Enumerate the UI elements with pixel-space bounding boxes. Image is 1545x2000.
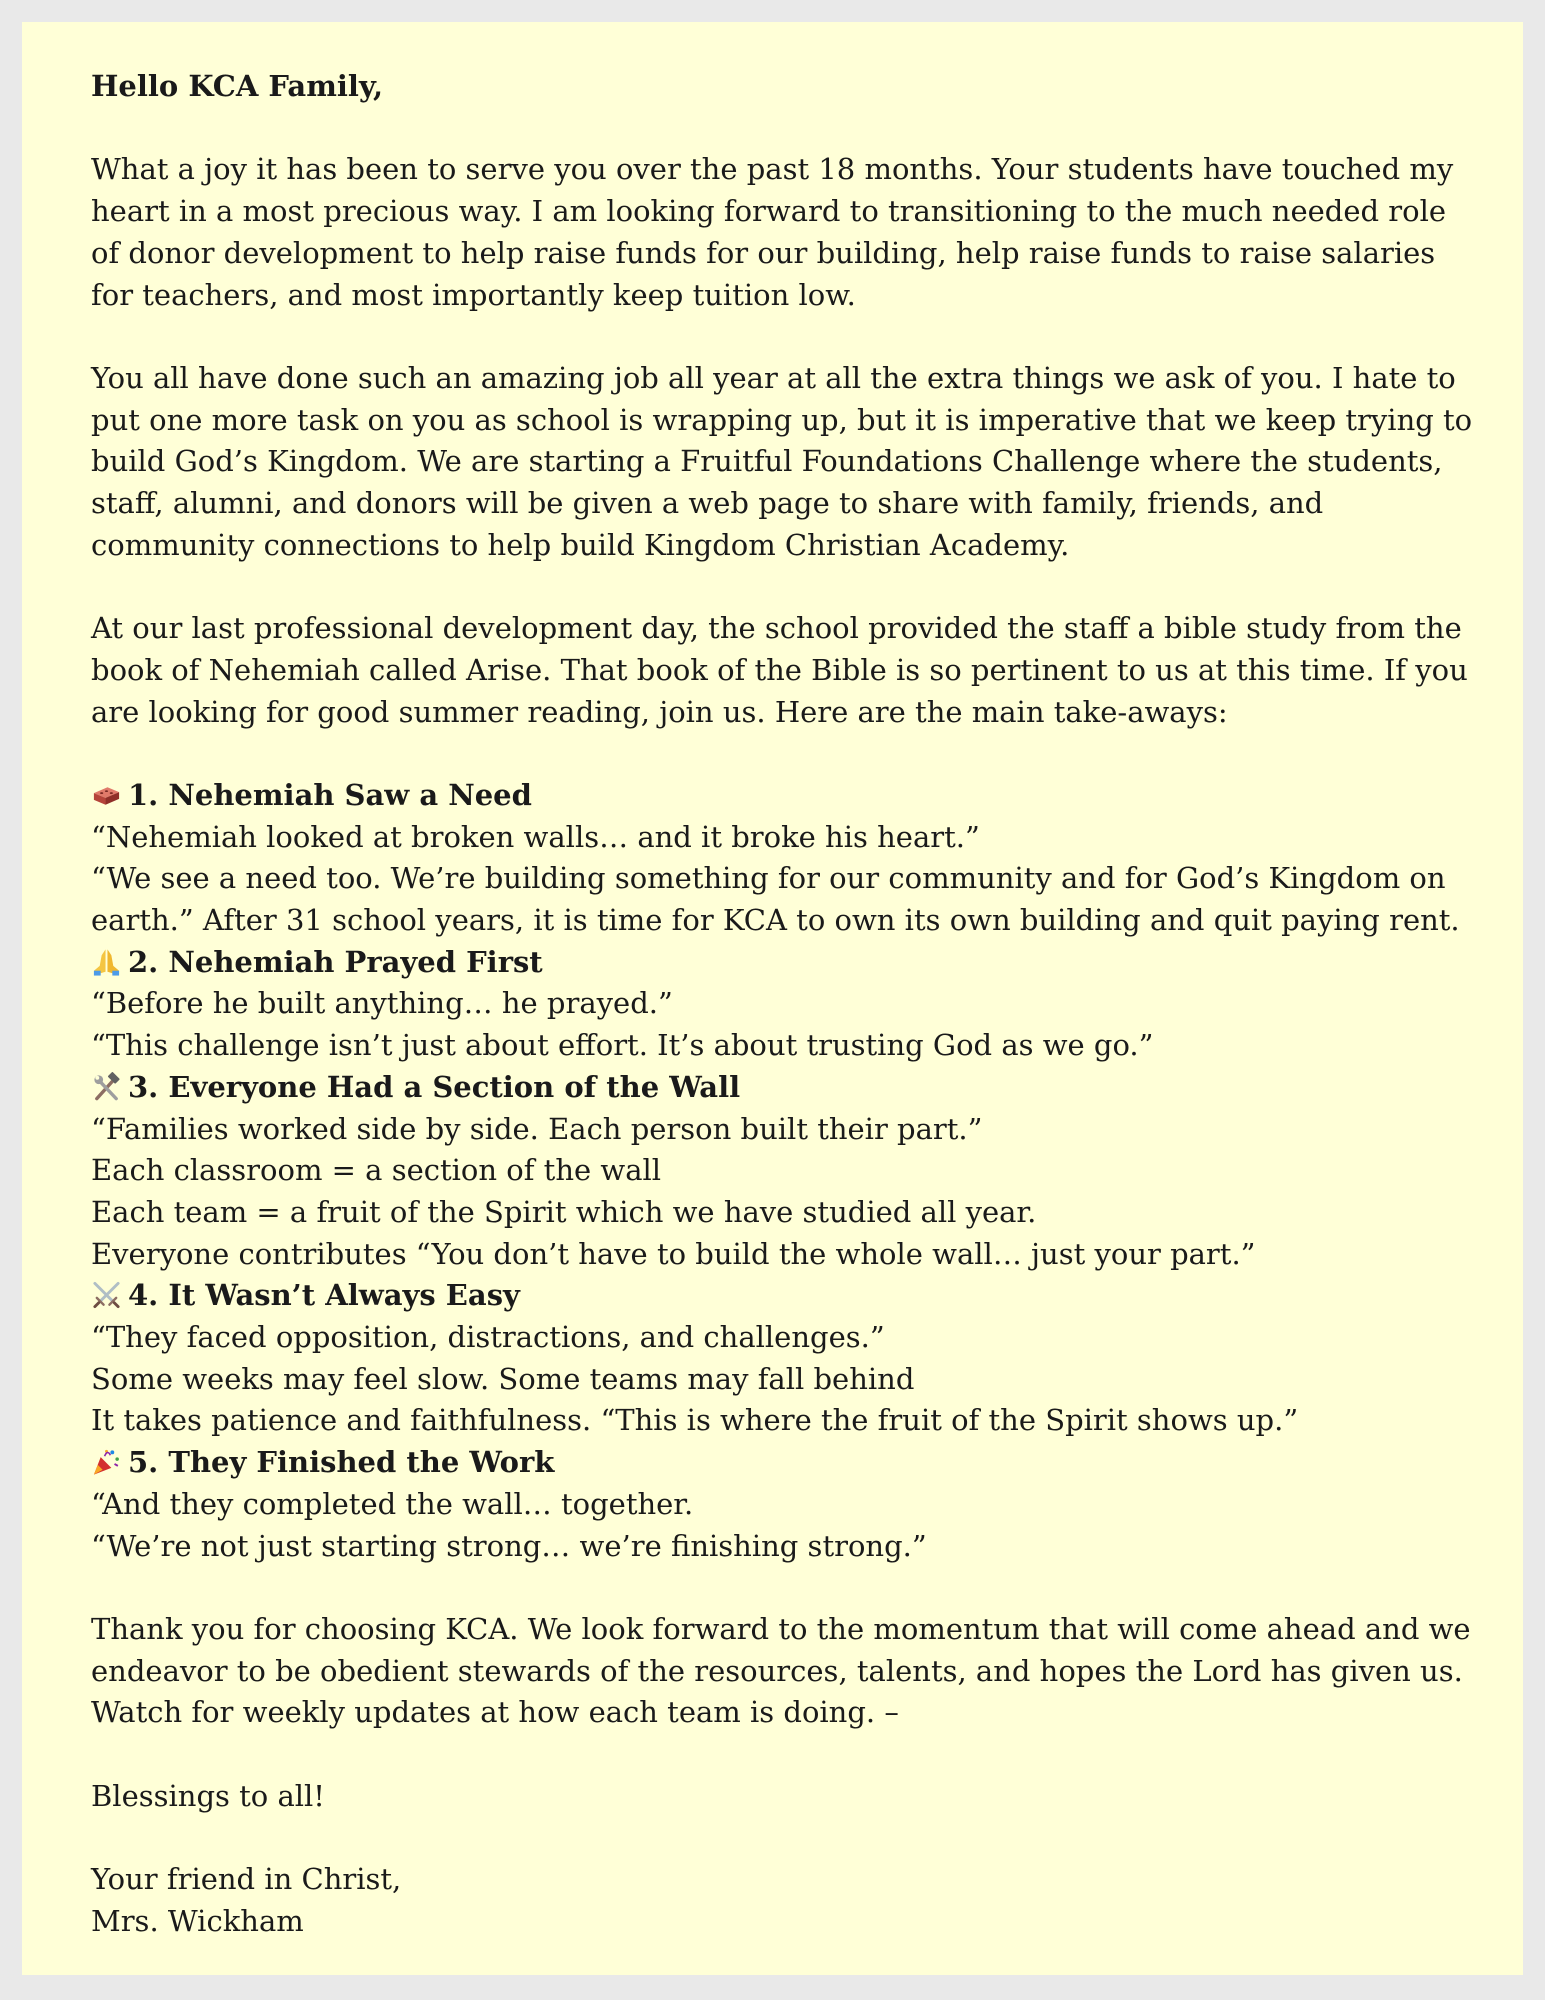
intro-line: What a joy it has been to serve you over the past 18 months. Your students have touched my [91,152,1454,187]
takeaway-1 [91,775,1463,942]
takeaway-line: Some weeks may feel slow. Some teams may fall behind [91,1361,915,1396]
takeaway-3 [91,1067,1463,1276]
crossed-swords-icon [91,1280,122,1310]
takeaway-heading-text: 1. Nehemiah Saw a Need [128,777,532,812]
takeaway-line: It takes patience and faithfulness. “This is where the fruit of the Spirit shows up.” [91,1403,1299,1438]
praying-hands-icon [91,947,122,977]
takeaway-heading-text: 3. Everyone Had a Section of the Wall [128,1069,741,1104]
spacer [91,566,1463,608]
takeaway-2 [91,942,1463,1067]
intro-line: of donor development to help raise funds for our building, help raise funds to raise salaries [91,235,1436,270]
spacer [91,316,1463,358]
takeaway-heading [91,942,1463,984]
letter-paper [22,22,1523,1975]
hammer-wrench-icon [91,1072,122,1102]
study-line: are looking for good summer reading, join us. Here are the main take-aways: [91,694,1228,729]
thanks-line: Thank you for choosing KCA. We look forward to the momentum that will come ahead and we [91,1611,1471,1646]
takeaway-line: earth.” After 31 school years, it is time for KCA to own its own building and quit paying rent. [91,903,1460,937]
takeaway-heading-text: 2. Nehemiah Prayed First [128,944,543,979]
study-line: At our last professional development day, the school provided the staff a bible study from the [91,611,1462,646]
takeaway-heading [91,1442,1463,1484]
party-popper-icon [91,1447,122,1477]
challenge-line: build God’s Kingdom. We are starting a Fruitful Foundations Challenge where the students, [91,444,1443,479]
spacer [91,1817,1463,1859]
challenge-line: staff, alumni, and donors will be given a web page to share with family, friends, and [91,486,1324,520]
intro-line: heart in a most precious way. I am looking forward to transitioning to the much needed role [91,194,1447,229]
challenge-line: put one more task on you as school is wrapping up, but it is imperative that we keep trying to [91,402,1473,437]
study-paragraph [91,608,1468,733]
takeaway-line: “And they completed the wall… together. [91,1486,694,1521]
takeaway-line: “This challenge isn’t just about effort. It’s about trusting God as we go.” [91,1028,1154,1063]
takeaway-line: “We’re not just starting strong… we’re finishing strong.” [91,1528,927,1563]
thanks-line: endeavor to be obedient stewards of the resources, talents, and hopes the Lord has given us. [91,1653,1463,1688]
takeaway-4 [91,1275,1463,1442]
takeaway-heading-text: 4. It Wasn’t Always Easy [128,1278,520,1313]
thanks-line: Watch for weekly updates at how each team is doing. – [91,1695,899,1730]
signature: Mrs. Wickham [91,1903,304,1938]
intro-line: for teachers, and most importantly keep tuition low. [91,277,856,312]
takeaway-line: “Families worked side by side. Each person built their part.” [91,1111,983,1146]
intro-paragraph [91,149,1463,316]
spacer [91,733,1463,775]
challenge-line: community connections to help build Kingdom Christian Academy. [91,527,1070,562]
takeaway-heading [91,775,1463,817]
spacer [91,1734,1463,1776]
takeaway-line: “Nehemiah looked at broken walls… and it broke his heart.” [91,819,980,854]
thanks-paragraph [91,1609,1471,1734]
blessing: Blessings to all! [91,1778,325,1813]
takeaway-line: Everyone contributes “You don’t have to build the whole wall… just your part.” [91,1236,1256,1271]
takeaway-heading [91,1067,1463,1109]
challenge-paragraph [91,358,1473,567]
brick-icon [91,780,122,810]
takeaway-line: “They faced opposition, distractions, and challenges.” [91,1320,885,1355]
takeaway-line: Each classroom = a section of the wall [91,1153,662,1188]
spacer [91,1567,1463,1609]
takeaway-line: “We see a need too. We’re building something for our community and for God’s Kingdom on [91,861,1446,896]
greeting: Hello KCA Family, [91,69,384,103]
takeaway-line: “Before he built anything… he prayed.” [91,986,673,1021]
spacer [91,108,1463,150]
takeaway-line: Each team = a fruit of the Spirit which we have studied all year. [91,1194,1037,1229]
study-line: book of Nehemiah called Arise. That book of the Bible is so pertinent to us at this time. If you [91,652,1468,687]
takeaway-5 [91,1442,1463,1567]
takeaway-heading-text: 5. They Finished the Work [128,1445,555,1480]
takeaway-heading [91,1275,1463,1317]
challenge-line: You all have done such an amazing job all year at all the extra things we ask of you. I hate to [91,360,1456,395]
closing: Your friend in Christ, [91,1862,402,1897]
